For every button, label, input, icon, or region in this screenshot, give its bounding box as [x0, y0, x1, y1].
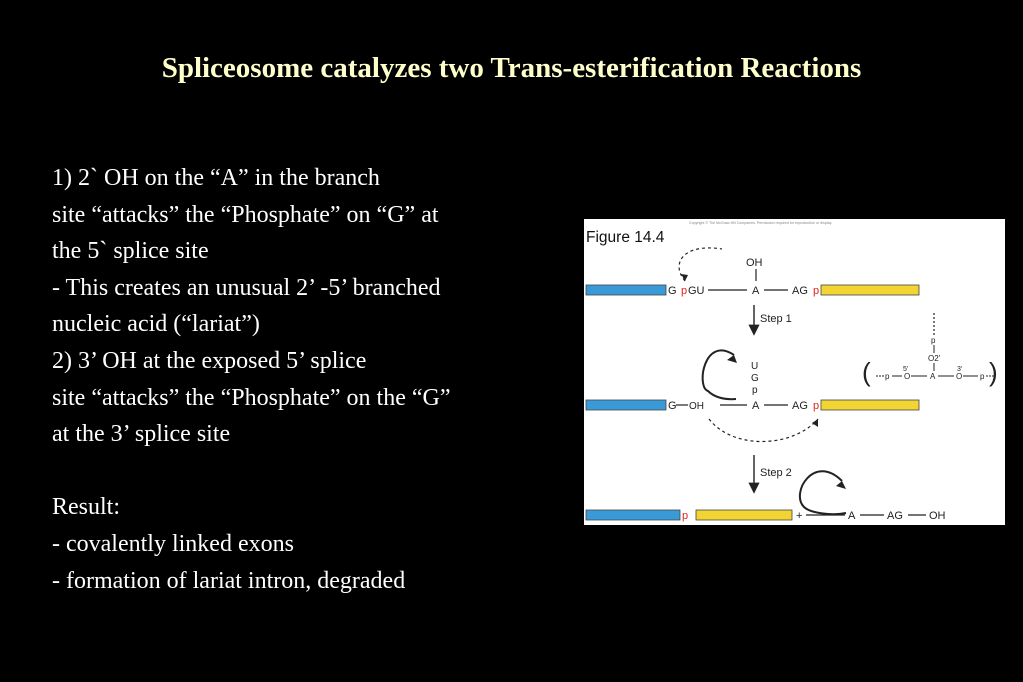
branch-phosphate: p — [931, 336, 936, 345]
step-2-label: Step 2 — [760, 467, 792, 479]
lariat-base-g: G — [751, 373, 759, 384]
exon-2-bar — [821, 400, 919, 410]
body-line: - This creates an unusual 2’ -5’ branched — [52, 274, 441, 301]
bracket-close: ) — [989, 357, 998, 387]
body-line: the 5` splice site — [52, 238, 209, 265]
arrow-head — [727, 355, 737, 363]
body-line: nucleic acid (“lariat”) — [52, 311, 260, 338]
ag-label: AG — [792, 285, 808, 297]
splicing-diagram — [584, 219, 1005, 525]
arrow-head — [836, 481, 846, 489]
oh-label: OH — [689, 401, 704, 412]
body-text — [52, 160, 562, 599]
arrow-head — [812, 419, 818, 427]
body-line: 2) 3’ OH at the exposed 5’ splice — [52, 347, 367, 374]
step-1-label: Step 1 — [760, 313, 792, 325]
a-label: A — [848, 510, 856, 522]
body-line — [52, 453, 562, 490]
exon-2-bar — [821, 285, 919, 295]
body-line: site “attacks” the “Phosphate” on “G” at — [52, 201, 439, 228]
body-line: 1) 2` OH on the “A” in the branch — [52, 165, 380, 191]
o-label: O — [904, 372, 911, 381]
oh-label: OH — [746, 257, 763, 269]
phosphate-label: p — [682, 510, 689, 522]
exon-1-bar — [586, 285, 666, 295]
branch-phosphate-right: p — [980, 372, 985, 381]
excised-lariat — [800, 471, 846, 514]
lariat-base-u: U — [751, 361, 759, 372]
a-label: A — [752, 285, 760, 297]
phosphate-label: p — [681, 285, 688, 297]
attack-arrow-2 — [709, 419, 818, 442]
o-label: O — [956, 372, 963, 381]
bracket-open: ( — [862, 357, 871, 387]
gu-label: GU — [688, 285, 705, 297]
body-line: site “attacks” the “Phosphate” on the “G” — [52, 384, 451, 411]
copyright-note: Copyright © The McGraw-Hill Companies. Permission required for reproduction or display. — [689, 221, 833, 225]
splicing-figure — [584, 219, 1005, 525]
g-label: G — [668, 285, 677, 297]
body-line: at the 3’ splice site — [52, 421, 231, 448]
ag-label: AG — [887, 510, 903, 522]
phosphate-label: p — [813, 400, 820, 412]
branch-a-label: A — [930, 372, 936, 381]
body-line: - covalently linked exons — [52, 530, 294, 557]
oh-label: OH — [929, 510, 946, 522]
ag-label: AG — [792, 400, 808, 412]
branch-phosphate-left: p — [885, 372, 890, 381]
three-prime-label: 3' — [957, 366, 963, 373]
figure-label: Figure 14.4 — [586, 229, 665, 246]
plus-sign: + — [796, 510, 803, 522]
body-line: Result: — [52, 494, 121, 521]
body-line: - formation of lariat intron, degraded — [52, 567, 406, 594]
o2-label: O2' — [928, 354, 941, 363]
exon-2-bar — [696, 510, 792, 520]
arrow-head — [681, 274, 688, 281]
lariat-phosphate: p — [752, 385, 758, 396]
exon-1-bar — [586, 400, 666, 410]
phosphate-label: p — [813, 285, 820, 297]
exon-1-bar — [586, 510, 680, 520]
five-prime-label: 5' — [903, 366, 909, 373]
a-label: A — [752, 400, 760, 412]
slide-title: Spliceosome catalyzes two Trans-esterification Reactions — [161, 52, 862, 84]
g-label: G — [668, 400, 677, 412]
